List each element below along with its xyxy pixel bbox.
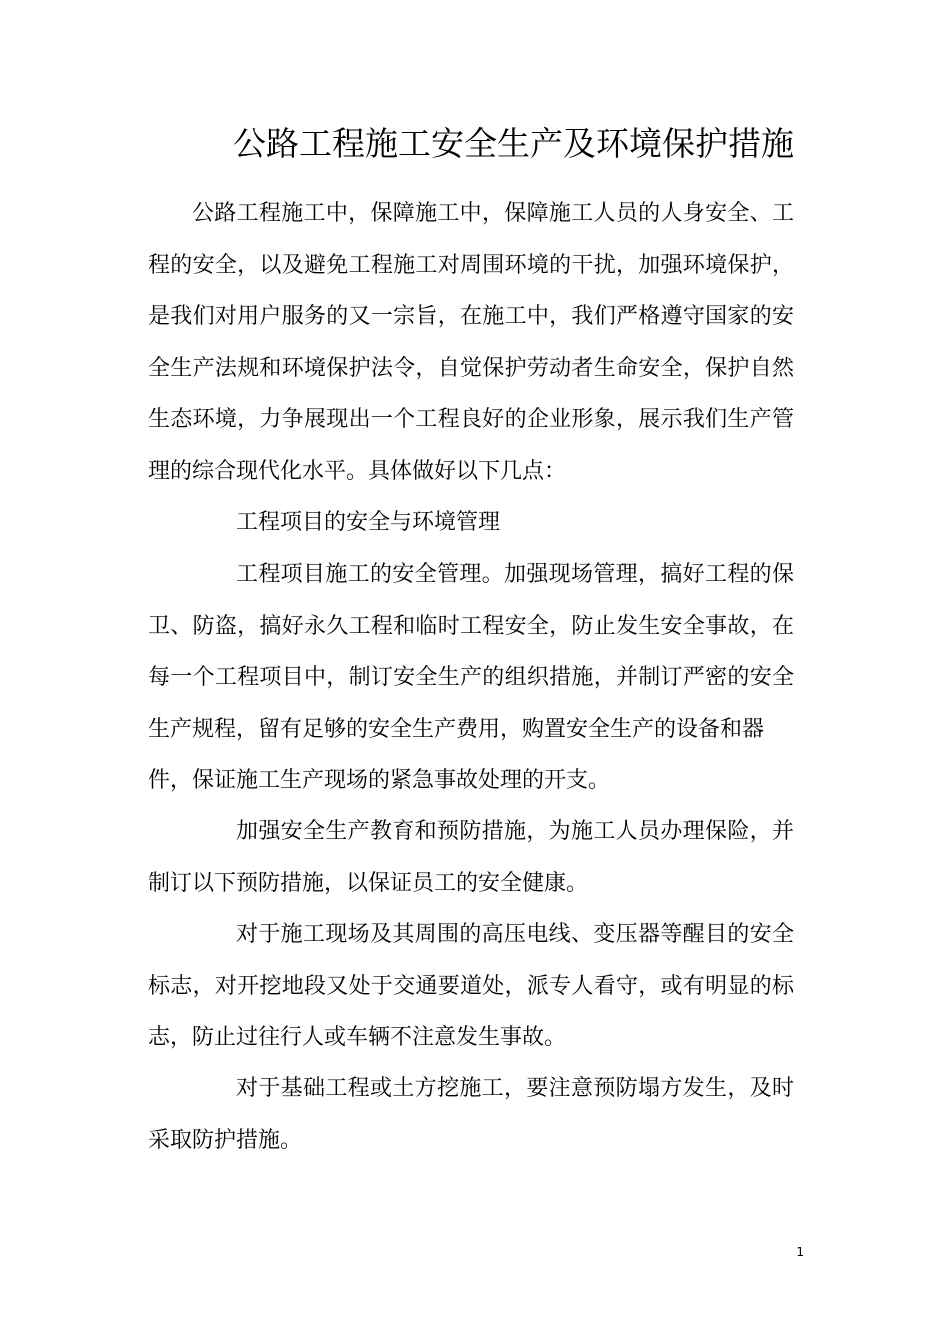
- paragraph-intro: [148, 188, 794, 497]
- text-line: 是我们对用户服务的又一宗旨，在施工中，我们严格遵守国家的安: [148, 304, 794, 329]
- page-number: 1: [796, 1245, 804, 1259]
- text-line: 每一个工程项目中，制订安全生产的组织措施，并制订严密的安全: [148, 665, 794, 690]
- text-line: 生产规程，留有足够的安全生产费用，购置安全生产的设备和器: [148, 716, 765, 742]
- text-line: 程的安全，以及避免工程施工对周围环境的干扰，加强环境保护，: [148, 252, 794, 278]
- section-heading: [148, 497, 794, 549]
- text-line: 全生产法规和环境保护法令，自觉保护劳动者生命安全，保护自然: [148, 355, 794, 381]
- text-line: 件，保证施工生产现场的紧急事故处理的开支。: [148, 768, 611, 793]
- text-line: 制订以下预防措施，以保证员工的安全健康。: [148, 870, 589, 896]
- text-line: 加强安全生产教育和预防措施，为施工人员办理保险，并: [236, 819, 794, 844]
- document-title: 公路工程施工安全生产及环境保护措施: [233, 124, 794, 163]
- text-line: 理的综合现代化水平。具体做好以下几点：: [148, 458, 567, 484]
- text-line: 对于基础工程或土方挖施工，要注意预防塌方发生，及时: [236, 1076, 794, 1101]
- text-line: 对于施工现场及其周围的高压电线、变压器等醒目的安全: [236, 922, 794, 947]
- paragraph-safety-management: [148, 549, 794, 807]
- text-line: 公路工程施工中，保障施工中，保障施工人员的人身安全、工: [192, 201, 794, 226]
- text-line: 标志，对开挖地段又处于交通要道处，派专人看守，或有明显的标: [148, 973, 794, 999]
- paragraph-site-signage: [148, 909, 794, 1064]
- paragraph-earthwork: [148, 1063, 794, 1166]
- text-line: 采取防护措施。: [148, 1127, 303, 1153]
- text-line: 志，防止过往行人或车辆不注意发生事故。: [148, 1025, 567, 1050]
- text-line: 生态环境，力争展现出一个工程良好的企业形象，展示我们生产管: [148, 407, 794, 432]
- text-line: 工程项目的安全与环境管理: [236, 510, 501, 535]
- paragraph-safety-education: [148, 806, 794, 909]
- text-line: 工程项目施工的安全管理。加强现场管理，搞好工程的保: [236, 562, 794, 587]
- text-line: 卫、防盗，搞好永久工程和临时工程安全，防止发生安全事故，在: [148, 613, 794, 639]
